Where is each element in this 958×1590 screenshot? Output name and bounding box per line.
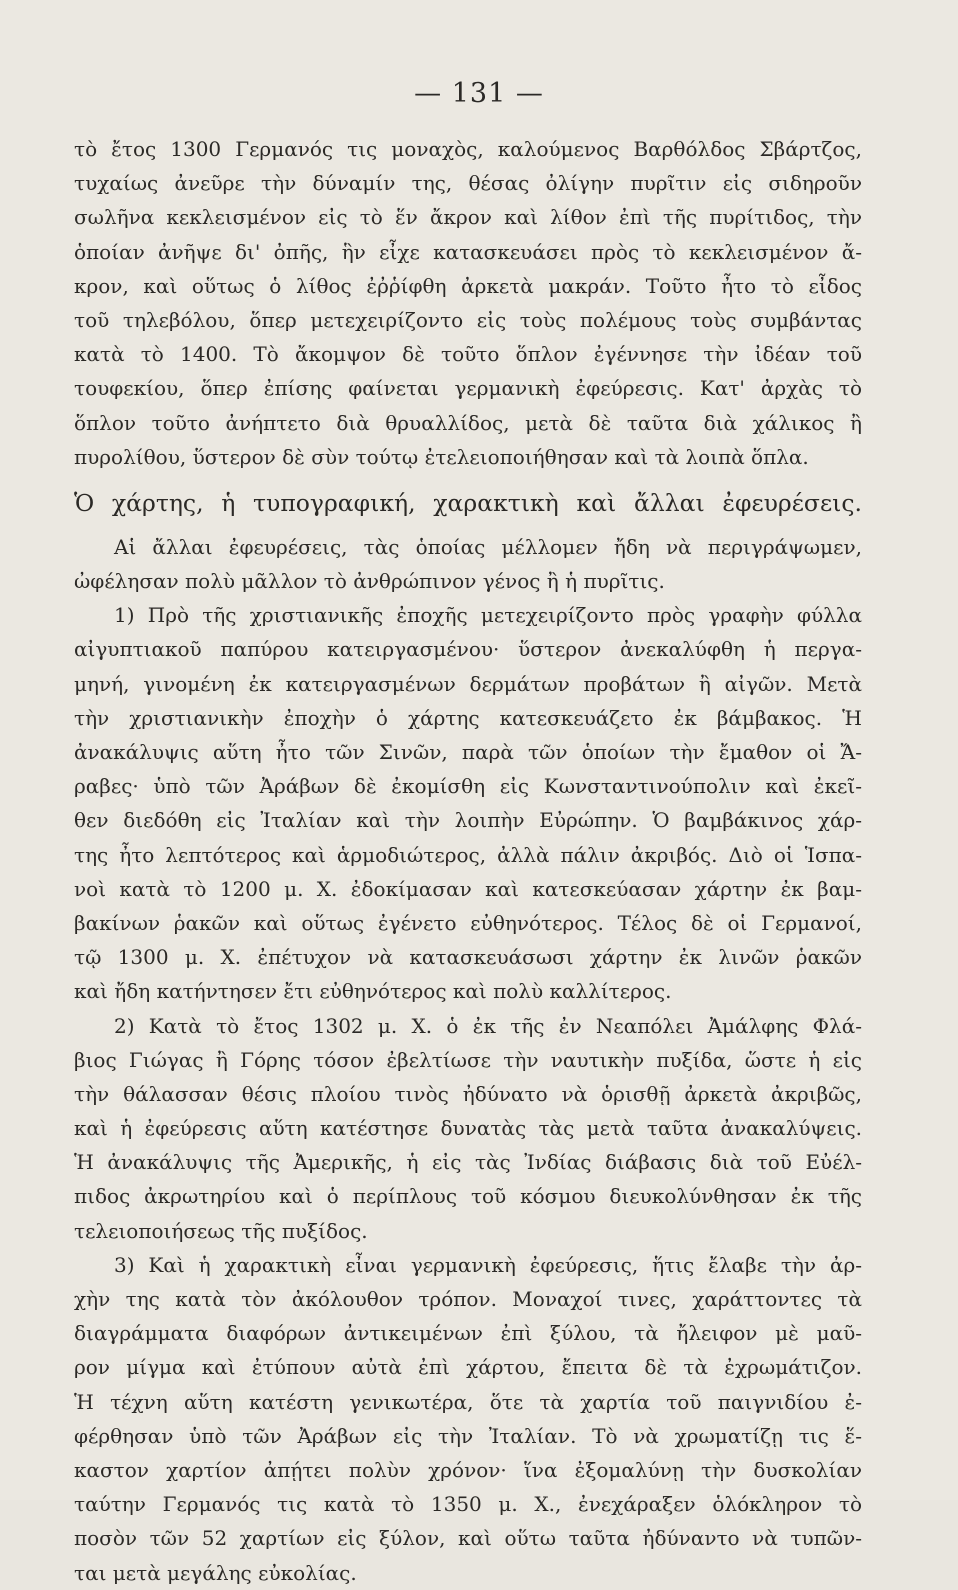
- text-line: φέρθησαν ὑπὸ τῶν Ἀράβων εἰς τὴν Ἰταλίαν. Τὸ νὰ χρωματίζῃ τις ἕ-: [74, 1423, 862, 1448]
- text-line: Αἱ ἄλλαι ἐφευρέσεις, τὰς ὁποίας μέλλομεν ἤδη νὰ περιγράψωμεν,: [114, 534, 862, 559]
- text-line: πιδος ἀκρωτηρίου καὶ ὁ περίπλους τοῦ κόσμου διευκολύνθησαν ἐκ τῆς: [74, 1184, 862, 1209]
- text-line: τὴν χριστιανικὴν ἐποχὴν ὁ χάρτης κατεσκευάζετο ἐκ βάμβακος. Ἡ: [74, 705, 862, 730]
- text-line: 3) Καὶ ἡ χαρακτικὴ εἶναι γερμανικὴ ἐφεύρεσις, ἥτις ἔλαβε τὴν ἀρ-: [114, 1252, 862, 1277]
- text-line: τῷ 1300 μ. Χ. ἐπέτυχον νὰ κατασκευάσωσι χάρτην ἐκ λινῶν ῥακῶν: [74, 945, 862, 970]
- text-line: τουφεκίου, ὅπερ ἐπίσης φαίνεται γερμανικὴ ἐφεύρεσις. Κατ' ἀρχὰς τὸ: [74, 376, 862, 401]
- text-line: ρον μίγμα καὶ ἐτύπουν αὐτὰ ἐπὶ χάρτου, ἔπειτα δὲ τὰ ἐχρωμάτιζον.: [74, 1355, 862, 1380]
- text-line: θεν διεδόθη εἰς Ἰταλίαν καὶ τὴν λοιπὴν Εὐρώπην. Ὁ βαμβάκινος χάρ-: [74, 808, 862, 833]
- paragraph-paper: [74, 598, 862, 1008]
- text-line: καὶ ἡ ἐφεύρεσις αὕτη κατέστησε δυνατὰς τὰς μετὰ ταῦτα ἀνακαλύψεις.: [74, 1116, 862, 1141]
- text-line: κατὰ τὸ 1400. Τὸ ἄκομψον δὲ τοῦτο ὅπλον ἐγέννησε τὴν ἰδέαν τοῦ: [74, 342, 862, 367]
- text-line: πυρολίθου, ὕστερον δὲ σὺν τούτῳ ἐτελειοποιήθησαν καὶ τὰ λοιπὰ ὅπλα.: [74, 444, 809, 469]
- text-line: νοὶ κατὰ τὸ 1200 μ. Χ. ἐδοκίμασαν καὶ κατεσκεύασαν χάρτην ἐκ βαμ-: [74, 876, 862, 901]
- paragraph-gunpowder: [74, 132, 862, 474]
- text-line: ται μετὰ μεγάλης εὐκολίας.: [74, 1560, 357, 1585]
- section-heading: Ὁ χάρτης, ἡ τυπογραφική, χαρακτικὴ καὶ ἄλλαι ἐφευρέσεις.: [74, 488, 862, 517]
- text-line: χὴν της κατὰ τὸν ἀκόλουθον τρόπον. Μοναχοί τινες, χαράττοντες τὰ: [74, 1287, 862, 1311]
- text-line: τὸ ἔτος 1300 Γερμανός τις μοναχὸς, καλούμενος Βαρθόλδος Σβάρτζος,: [74, 137, 862, 161]
- text-line: καστον χαρτίον ἀπῄτει πολὺν χρόνον· ἵνα ἐξομαλύνῃ τὴν δυσκολίαν: [74, 1457, 862, 1482]
- paragraph-intro: [74, 530, 862, 598]
- text-line: ὠφέλησαν πολὺ μᾶλλον τὸ ἀνθρώπινον γένος ἢ ἡ πυρῖτις.: [74, 569, 665, 594]
- text-line: ἀνακάλυψις αὕτη ἦτο τῶν Σινῶν, παρὰ τῶν ὁποίων τὴν ἔμαθον οἱ Ἄ-: [74, 740, 862, 764]
- text-line: βιος Γιώγας ἢ Γόρης τόσον ἐβελτίωσε τὴν ναυτικὴν πυξίδα, ὥστε ἡ εἰς: [74, 1047, 862, 1072]
- text-line: Ἡ τέχνη αὕτη κατέστη γενικωτέρα, ὅτε τὰ χαρτία τοῦ παιγνιδίου ἐ-: [74, 1389, 862, 1414]
- text-line: μηνή, γινομένη ἐκ κατειργασμένων δερμάτων προβάτων ἢ αἰγῶν. Μετὰ: [74, 671, 862, 696]
- text-line: 1) Πρὸ τῆς χριστιανικῆς ἐποχῆς μετεχειρίζοντο πρὸς γραφὴν φύλλα: [114, 603, 862, 628]
- text-line: διαγράμματα διαφόρων ἀντικειμένων ἐπὶ ξύλου, τὰ ἤλειφον μὲ μαῦ-: [74, 1321, 862, 1346]
- paragraph-compass: [74, 1009, 862, 1248]
- text-line: ποσὸν τῶν 52 χαρτίων εἰς ξύλον, καὶ οὕτω ταῦτα ἠδύναντο νὰ τυπῶν-: [74, 1526, 862, 1551]
- paragraph-engraving: [74, 1248, 862, 1590]
- text-line: ταύτην Γερμανός τις κατὰ τὸ 1350 μ. Χ., ἐνεχάραξεν ὁλόκληρον τὸ: [74, 1492, 862, 1517]
- text-line: 2) Κατὰ τὸ ἔτος 1302 μ. Χ. ὁ ἐκ τῆς ἐν Νεαπόλει Ἀμάλφης Φλά-: [114, 1013, 862, 1038]
- text-line: βακίνων ῥακῶν καὶ οὕτως ἐγένετο εὐθηνότερος. Τέλος δὲ οἱ Γερμανοί,: [74, 910, 862, 935]
- text-line: Ἡ ἀνακάλυψις τῆς Ἀμερικῆς, ἡ εἰς τὰς Ἰνδίας διάβασις διὰ τοῦ Εὐέλ-: [74, 1150, 862, 1175]
- text-line: ὅπλον τοῦτο ἀνήπτετο διὰ θρυαλλίδος, μετὰ δὲ ταῦτα διὰ χάλικος ἢ: [74, 410, 862, 435]
- text-line: αἰγυπτιακοῦ παπύρου κατειργασμένου· ὕστερον ἀνεκαλύφθη ἡ περγα-: [74, 637, 862, 662]
- text-line: καὶ ἤδη κατήντησεν ἔτι εὐθηνότερος καὶ πολὺ καλλίτερος.: [74, 979, 672, 1004]
- text-line: ραβες· ὑπὸ τῶν Ἀράβων δὲ ἐκομίσθη εἰς Κωνσταντινούπολιν καὶ ἐκεῖ-: [74, 774, 862, 799]
- text-line: σωλῆνα κεκλεισμένον εἰς τὸ ἕν ἄκρον καὶ λίθον ἐπὶ τῆς πυρίτιδος, τὴν: [74, 205, 862, 230]
- text-line: ὁποίαν ἀνῆψε δι' ὀπῆς, ἣν εἶχε κατασκευάσει πρὸς τὸ κεκλεισμένον ἄ-: [74, 239, 862, 264]
- text-line: τοῦ τηλεβόλου, ὅπερ μετεχειρίζοντο εἰς τοὺς πολέμους τοὺς συμβάντας: [74, 307, 862, 332]
- text-line: της ἦτο λεπτότερος καὶ ἁρμοδιώτερος, ἀλλὰ πάλιν ἀκριβός. Διὸ οἱ Ἱσπα-: [74, 842, 862, 867]
- page-text: [74, 132, 862, 1590]
- page-number: — 131 —: [414, 78, 544, 109]
- text-line: τελειοποιήσεως τῆς πυξίδος.: [74, 1218, 368, 1243]
- text-line: κρον, καὶ οὕτως ὁ λίθος ἐῤῥίφθη ἀρκετὰ μακράν. Τοῦτο ἦτο τὸ εἶδος: [74, 273, 862, 298]
- text-line: τυχαίως ἀνεῦρε τὴν δύναμίν της, θέσας ὀλίγην πυρῖτιν εἰς σιδηροῦν: [74, 171, 862, 196]
- text-line: τὴν θάλασσαν θέσις πλοίου τινὸς ἠδύνατο νὰ ὁρισθῇ ἀρκετὰ ἀκριβῶς,: [74, 1081, 862, 1106]
